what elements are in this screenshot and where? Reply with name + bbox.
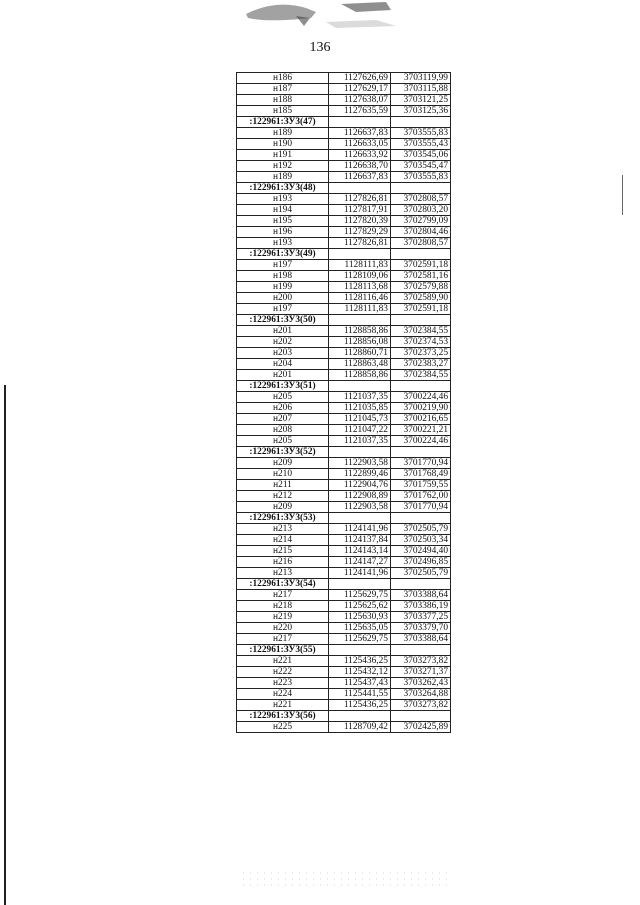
point-id-cell: н205: [237, 392, 329, 403]
point-id-cell: н209: [237, 502, 329, 513]
y-coordinate-cell: 3702808,57: [391, 238, 451, 249]
table-row: [237, 271, 451, 282]
x-coordinate-cell: 1124137,84: [329, 535, 391, 546]
point-id-cell: н222: [237, 667, 329, 678]
x-coordinate-cell: 1126633,05: [329, 139, 391, 150]
section-x-cell: [329, 249, 391, 260]
table-row: [237, 546, 451, 557]
y-coordinate-cell: 3702799,09: [391, 216, 451, 227]
section-row: [237, 315, 451, 326]
x-coordinate-cell: 1121047,22: [329, 425, 391, 436]
point-id-cell: н210: [237, 469, 329, 480]
section-x-cell: [329, 645, 391, 656]
table-row: [237, 623, 451, 634]
section-row: [237, 381, 451, 392]
table-row: [237, 502, 451, 513]
y-coordinate-cell: 3702425,89: [391, 722, 451, 733]
point-id-cell: н223: [237, 678, 329, 689]
x-coordinate-cell: 1127820,39: [329, 216, 391, 227]
x-coordinate-cell: 1128111,83: [329, 260, 391, 271]
point-id-cell: н185: [237, 106, 329, 117]
table-row: [237, 139, 451, 150]
x-coordinate-cell: 1121037,35: [329, 436, 391, 447]
table-row: [237, 425, 451, 436]
point-id-cell: н217: [237, 590, 329, 601]
x-coordinate-cell: 1125436,25: [329, 656, 391, 667]
y-coordinate-cell: 3700216,65: [391, 414, 451, 425]
x-coordinate-cell: 1125436,25: [329, 700, 391, 711]
point-id-cell: н203: [237, 348, 329, 359]
section-y-cell: [391, 447, 451, 458]
section-y-cell: [391, 315, 451, 326]
table-row: [237, 689, 451, 700]
y-coordinate-cell: 3702505,79: [391, 568, 451, 579]
point-id-cell: н198: [237, 271, 329, 282]
section-y-cell: [391, 381, 451, 392]
section-y-cell: [391, 711, 451, 722]
table-row: [237, 337, 451, 348]
section-y-cell: [391, 249, 451, 260]
x-coordinate-cell: 1124141,96: [329, 524, 391, 535]
table-row: [237, 150, 451, 161]
point-id-cell: н214: [237, 535, 329, 546]
point-id-cell: н193: [237, 194, 329, 205]
y-coordinate-cell: 3703545,06: [391, 150, 451, 161]
table-row: [237, 95, 451, 106]
point-id-cell: н186: [237, 73, 329, 84]
y-coordinate-cell: 3702804,46: [391, 227, 451, 238]
point-id-cell: н206: [237, 403, 329, 414]
x-coordinate-cell: 1125441,55: [329, 689, 391, 700]
x-coordinate-cell: 1125437,43: [329, 678, 391, 689]
point-id-cell: н224: [237, 689, 329, 700]
x-coordinate-cell: 1126637,83: [329, 172, 391, 183]
y-coordinate-cell: 3702803,20: [391, 205, 451, 216]
y-coordinate-cell: 3702579,88: [391, 282, 451, 293]
point-id-cell: н207: [237, 414, 329, 425]
x-coordinate-cell: 1127817,91: [329, 205, 391, 216]
parcel-label: :122961:ЗУ3(56): [237, 711, 329, 722]
parcel-label: :122961:ЗУ3(51): [237, 381, 329, 392]
y-coordinate-cell: 3702496,85: [391, 557, 451, 568]
point-id-cell: н217: [237, 634, 329, 645]
x-coordinate-cell: 1122903,58: [329, 458, 391, 469]
section-row: [237, 645, 451, 656]
x-coordinate-cell: 1128856,08: [329, 337, 391, 348]
x-coordinate-cell: 1127629,17: [329, 84, 391, 95]
y-coordinate-cell: 3702374,53: [391, 337, 451, 348]
point-id-cell: н201: [237, 326, 329, 337]
x-coordinate-cell: 1127626,69: [329, 73, 391, 84]
table-row: [237, 172, 451, 183]
table-row: [237, 678, 451, 689]
y-coordinate-cell: 3703273,82: [391, 700, 451, 711]
table-row: [237, 414, 451, 425]
point-id-cell: н202: [237, 337, 329, 348]
section-x-cell: [329, 711, 391, 722]
y-coordinate-cell: 3702591,18: [391, 260, 451, 271]
table-row: [237, 106, 451, 117]
x-coordinate-cell: 1121045,73: [329, 414, 391, 425]
parcel-label: :122961:ЗУ3(53): [237, 513, 329, 524]
section-x-cell: [329, 579, 391, 590]
point-id-cell: н201: [237, 370, 329, 381]
x-coordinate-cell: 1127826,81: [329, 194, 391, 205]
section-row: [237, 513, 451, 524]
y-coordinate-cell: 3702505,79: [391, 524, 451, 535]
point-id-cell: н205: [237, 436, 329, 447]
x-coordinate-cell: 1126633,92: [329, 150, 391, 161]
x-coordinate-cell: 1122908,89: [329, 491, 391, 502]
table-row: [237, 205, 451, 216]
point-id-cell: н187: [237, 84, 329, 95]
y-coordinate-cell: 3702581,16: [391, 271, 451, 282]
x-coordinate-cell: 1125629,75: [329, 590, 391, 601]
parcel-label: :122961:ЗУ3(47): [237, 117, 329, 128]
table-row: [237, 194, 451, 205]
table-row: [237, 491, 451, 502]
section-y-cell: [391, 645, 451, 656]
section-y-cell: [391, 513, 451, 524]
x-coordinate-cell: 1125630,93: [329, 612, 391, 623]
y-coordinate-cell: 3702808,57: [391, 194, 451, 205]
y-coordinate-cell: 3703271,37: [391, 667, 451, 678]
point-id-cell: н216: [237, 557, 329, 568]
table-row: [237, 282, 451, 293]
point-id-cell: н215: [237, 546, 329, 557]
table-row: [237, 216, 451, 227]
y-coordinate-cell: 3703386,19: [391, 601, 451, 612]
parcel-label: :122961:ЗУ3(55): [237, 645, 329, 656]
table-row: [237, 359, 451, 370]
x-coordinate-cell: 1128860,71: [329, 348, 391, 359]
point-id-cell: н193: [237, 238, 329, 249]
point-id-cell: н194: [237, 205, 329, 216]
table-row: [237, 293, 451, 304]
point-id-cell: н191: [237, 150, 329, 161]
y-coordinate-cell: 3703555,83: [391, 172, 451, 183]
section-x-cell: [329, 513, 391, 524]
stamp-smudge-icon: [236, 0, 406, 30]
point-id-cell: н200: [237, 293, 329, 304]
section-row: [237, 579, 451, 590]
point-id-cell: н213: [237, 568, 329, 579]
y-coordinate-cell: 3701762,00: [391, 491, 451, 502]
section-y-cell: [391, 579, 451, 590]
x-coordinate-cell: 1126638,70: [329, 161, 391, 172]
x-coordinate-cell: 1126637,83: [329, 128, 391, 139]
x-coordinate-cell: 1127829,29: [329, 227, 391, 238]
y-coordinate-cell: 3703377,25: [391, 612, 451, 623]
point-id-cell: н213: [237, 524, 329, 535]
y-coordinate-cell: 3703555,83: [391, 128, 451, 139]
point-id-cell: н204: [237, 359, 329, 370]
table-row: [237, 480, 451, 491]
section-x-cell: [329, 315, 391, 326]
table-row: [237, 458, 451, 469]
y-coordinate-cell: 3702589,90: [391, 293, 451, 304]
point-id-cell: н212: [237, 491, 329, 502]
x-coordinate-cell: 1128709,42: [329, 722, 391, 733]
point-id-cell: н225: [237, 722, 329, 733]
x-coordinate-cell: 1124147,27: [329, 557, 391, 568]
x-coordinate-cell: 1128858,86: [329, 326, 391, 337]
table-row: [237, 667, 451, 678]
point-id-cell: н195: [237, 216, 329, 227]
section-x-cell: [329, 381, 391, 392]
point-id-cell: н221: [237, 700, 329, 711]
y-coordinate-cell: 3700219,90: [391, 403, 451, 414]
point-id-cell: н218: [237, 601, 329, 612]
point-id-cell: н189: [237, 172, 329, 183]
y-coordinate-cell: 3703262,43: [391, 678, 451, 689]
table-row: [237, 128, 451, 139]
x-coordinate-cell: 1127638,07: [329, 95, 391, 106]
x-coordinate-cell: 1128111,83: [329, 304, 391, 315]
table-row: [237, 557, 451, 568]
section-row: [237, 183, 451, 194]
parcel-label: :122961:ЗУ3(54): [237, 579, 329, 590]
y-coordinate-cell: 3702494,40: [391, 546, 451, 557]
table-row: [237, 392, 451, 403]
y-coordinate-cell: 3703121,25: [391, 95, 451, 106]
table-row: [237, 568, 451, 579]
x-coordinate-cell: 1122903,58: [329, 502, 391, 513]
y-coordinate-cell: 3702503,34: [391, 535, 451, 546]
table-row: [237, 524, 451, 535]
point-id-cell: н197: [237, 260, 329, 271]
table-row: [237, 590, 451, 601]
x-coordinate-cell: 1128113,68: [329, 282, 391, 293]
x-coordinate-cell: 1125635,05: [329, 623, 391, 634]
y-coordinate-cell: 3700224,46: [391, 436, 451, 447]
scan-noise: [240, 870, 450, 890]
y-coordinate-cell: 3703379,70: [391, 623, 451, 634]
table-row: [237, 601, 451, 612]
section-row: [237, 249, 451, 260]
table-row: [237, 656, 451, 667]
x-coordinate-cell: 1125432,12: [329, 667, 391, 678]
x-coordinate-cell: 1125629,75: [329, 634, 391, 645]
x-coordinate-cell: 1128109,06: [329, 271, 391, 282]
coordinates-table: [236, 72, 451, 733]
y-coordinate-cell: 3701770,94: [391, 502, 451, 513]
point-id-cell: н208: [237, 425, 329, 436]
y-coordinate-cell: 3702384,55: [391, 326, 451, 337]
y-coordinate-cell: 3703264,88: [391, 689, 451, 700]
right-margin-mark: [622, 175, 623, 215]
section-x-cell: [329, 117, 391, 128]
y-coordinate-cell: 3703273,82: [391, 656, 451, 667]
parcel-label: :122961:ЗУ3(52): [237, 447, 329, 458]
x-coordinate-cell: 1128116,46: [329, 293, 391, 304]
x-coordinate-cell: 1122904,76: [329, 480, 391, 491]
table-row: [237, 469, 451, 480]
y-coordinate-cell: 3702384,55: [391, 370, 451, 381]
y-coordinate-cell: 3703115,88: [391, 84, 451, 95]
table-row: [237, 348, 451, 359]
point-id-cell: н209: [237, 458, 329, 469]
table-row: [237, 634, 451, 645]
y-coordinate-cell: 3703555,43: [391, 139, 451, 150]
y-coordinate-cell: 3702591,18: [391, 304, 451, 315]
table-row: [237, 612, 451, 623]
point-id-cell: н199: [237, 282, 329, 293]
y-coordinate-cell: 3702383,27: [391, 359, 451, 370]
section-row: [237, 117, 451, 128]
y-coordinate-cell: 3703388,64: [391, 634, 451, 645]
x-coordinate-cell: 1125625,62: [329, 601, 391, 612]
table-row: [237, 436, 451, 447]
coordinates-table-body: [237, 73, 451, 733]
x-coordinate-cell: 1124141,96: [329, 568, 391, 579]
table-row: [237, 304, 451, 315]
x-coordinate-cell: 1127635,59: [329, 106, 391, 117]
section-row: [237, 711, 451, 722]
x-coordinate-cell: 1124143,14: [329, 546, 391, 557]
table-row: [237, 161, 451, 172]
parcel-label: :122961:ЗУ3(49): [237, 249, 329, 260]
table-row: [237, 722, 451, 733]
x-coordinate-cell: 1127826,81: [329, 238, 391, 249]
parcel-label: :122961:ЗУ3(50): [237, 315, 329, 326]
table-row: [237, 260, 451, 271]
y-coordinate-cell: 3703545,47: [391, 161, 451, 172]
y-coordinate-cell: 3701759,55: [391, 480, 451, 491]
table-row: [237, 535, 451, 546]
point-id-cell: н221: [237, 656, 329, 667]
point-id-cell: н197: [237, 304, 329, 315]
point-id-cell: н189: [237, 128, 329, 139]
table-row: [237, 227, 451, 238]
table-row: [237, 370, 451, 381]
y-coordinate-cell: 3702373,25: [391, 348, 451, 359]
table-row: [237, 238, 451, 249]
table-row: [237, 84, 451, 95]
y-coordinate-cell: 3703388,64: [391, 590, 451, 601]
section-y-cell: [391, 117, 451, 128]
table-row: [237, 403, 451, 414]
left-margin-line: [4, 385, 6, 905]
y-coordinate-cell: 3700224,46: [391, 392, 451, 403]
section-y-cell: [391, 183, 451, 194]
page-number: 136: [309, 40, 331, 55]
y-coordinate-cell: 3700221,21: [391, 425, 451, 436]
table-row: [237, 73, 451, 84]
point-id-cell: н192: [237, 161, 329, 172]
section-x-cell: [329, 447, 391, 458]
parcel-label: :122961:ЗУ3(48): [237, 183, 329, 194]
y-coordinate-cell: 3703125,36: [391, 106, 451, 117]
x-coordinate-cell: 1122899,46: [329, 469, 391, 480]
point-id-cell: н219: [237, 612, 329, 623]
point-id-cell: н220: [237, 623, 329, 634]
x-coordinate-cell: 1121037,35: [329, 392, 391, 403]
y-coordinate-cell: 3701770,94: [391, 458, 451, 469]
x-coordinate-cell: 1128863,48: [329, 359, 391, 370]
table-row: [237, 326, 451, 337]
x-coordinate-cell: 1128858,86: [329, 370, 391, 381]
point-id-cell: н190: [237, 139, 329, 150]
x-coordinate-cell: 1121035,85: [329, 403, 391, 414]
table-row: [237, 700, 451, 711]
section-row: [237, 447, 451, 458]
section-x-cell: [329, 183, 391, 194]
y-coordinate-cell: 3701768,49: [391, 469, 451, 480]
point-id-cell: н211: [237, 480, 329, 491]
point-id-cell: н196: [237, 227, 329, 238]
point-id-cell: н188: [237, 95, 329, 106]
y-coordinate-cell: 3703119,99: [391, 73, 451, 84]
